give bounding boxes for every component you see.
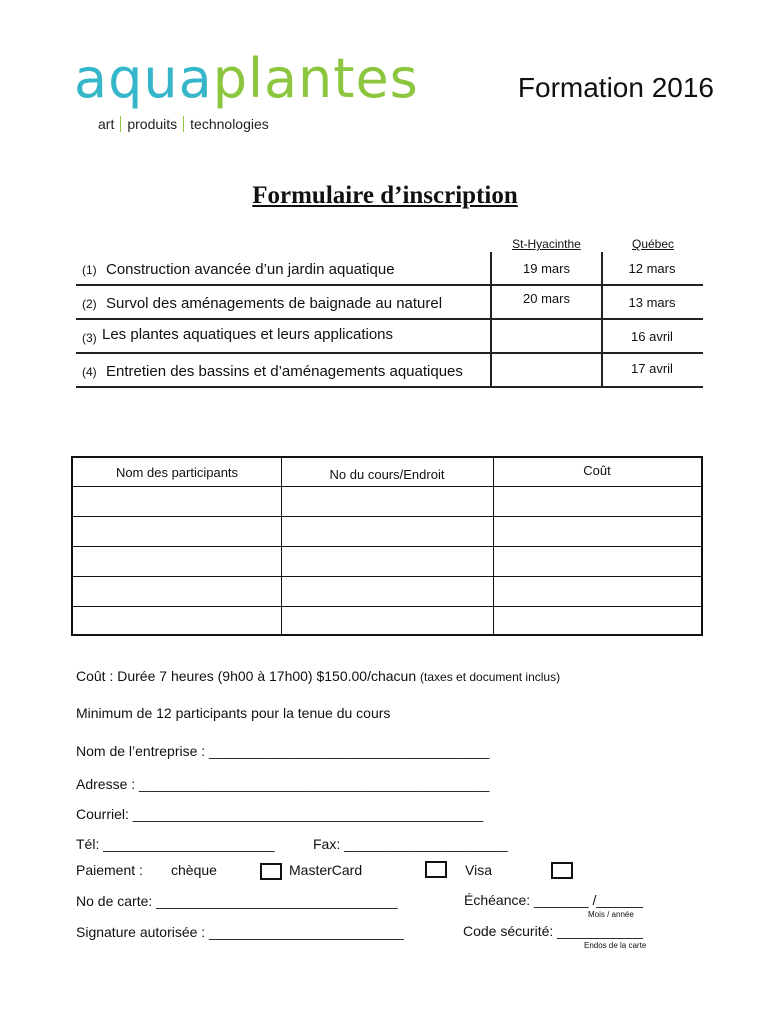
course-number: (1) xyxy=(82,263,97,277)
course-row-1 xyxy=(76,252,703,286)
cost-main: Coût : Durée 7 heures (9h00 à 17h00) $150.00/chacun xyxy=(76,668,417,684)
signature-field[interactable]: Signature autorisée : _________________________ xyxy=(76,924,404,940)
logo-tagline xyxy=(98,116,275,132)
course-number: (2) xyxy=(82,297,97,311)
cost-header: Coût xyxy=(583,463,611,478)
course-name: Survol des aménagements de baignade au naturel xyxy=(106,295,443,312)
visa-label: Visa xyxy=(465,862,492,878)
participants-name-header: Nom des participants xyxy=(115,465,239,480)
payment-label: Paiement : xyxy=(76,862,143,878)
st-hyacinthe-date-cell xyxy=(490,320,603,352)
quebec-date-cell xyxy=(601,252,703,284)
phone-field[interactable]: Tél: ______________________ xyxy=(76,836,275,852)
quebec-date-cell xyxy=(601,354,703,386)
formation-year: Formation 2016 xyxy=(517,72,714,103)
expiry-field[interactable]: Échéance: _______ /______ xyxy=(464,892,644,908)
tagline-technologies: technologies xyxy=(183,116,275,132)
cost-note: (taxes et document inclus) xyxy=(420,670,561,684)
course-name: Les plantes aquatiques et leurs applications xyxy=(102,326,394,343)
participants-table xyxy=(71,456,703,636)
visa-checkbox[interactable] xyxy=(551,862,573,879)
address-field[interactable]: Adresse : _____________________________________________ xyxy=(76,776,490,792)
fax-field[interactable]: Fax: _____________________ xyxy=(313,836,508,852)
page-title: Formulaire d’inscription xyxy=(252,182,518,209)
st-hyacinthe-date-cell xyxy=(490,354,603,386)
quebec-date-cell xyxy=(601,286,703,318)
company-field[interactable]: Nom de l’entreprise : ____________________________________ xyxy=(76,743,490,759)
table-row-divider xyxy=(73,486,701,487)
quebec-date: 12 mars xyxy=(628,261,676,276)
column-header-st-hyacinthe: St-Hyacinthe xyxy=(512,237,581,251)
st-hyacinthe-date-cell xyxy=(490,286,603,318)
logo-plantes: plantes xyxy=(212,47,419,110)
table-row-divider xyxy=(73,516,701,517)
course-location-header: No du cours/Endroit xyxy=(329,467,445,482)
st-hyacinthe-date-cell xyxy=(490,252,603,284)
st-hyacinthe-date: 20 mars xyxy=(523,291,570,306)
course-row-2 xyxy=(76,286,703,320)
table-row-divider xyxy=(73,606,701,607)
logo-aqua: aqua xyxy=(74,47,213,110)
course-name: Entretien des bassins et d’aménagements aquatiques xyxy=(106,363,463,380)
cost-line xyxy=(76,668,560,684)
course-row-3 xyxy=(76,320,703,354)
security-code-field[interactable]: Code sécurité: ___________ xyxy=(463,923,643,939)
course-number: (3) xyxy=(82,331,97,345)
quebec-date: 16 avril xyxy=(631,329,673,344)
quebec-date-cell xyxy=(601,320,703,352)
table-row-divider xyxy=(73,546,701,547)
minimum-participants: Minimum de 12 participants pour la tenue du cours xyxy=(76,705,391,721)
course-number: (4) xyxy=(82,365,97,379)
mastercard-checkbox[interactable] xyxy=(425,861,447,878)
email-field[interactable]: Courriel: _____________________________________________ xyxy=(76,806,484,822)
quebec-date: 17 avril xyxy=(631,361,673,376)
logo xyxy=(74,47,419,110)
tagline-art: art xyxy=(98,116,115,132)
table-row-divider xyxy=(73,576,701,577)
cheque-label: chèque xyxy=(171,862,217,878)
column-header-quebec: Québec xyxy=(631,237,675,251)
expiry-hint: Mois / année xyxy=(588,910,634,919)
tagline-produits: produits xyxy=(120,116,183,132)
card-number-field[interactable]: No de carte: _______________________________ xyxy=(76,893,398,909)
course-row-4 xyxy=(76,354,703,388)
security-code-hint: Endos de la carte xyxy=(584,941,647,950)
mastercard-label: MasterCard xyxy=(289,862,363,878)
st-hyacinthe-date: 19 mars xyxy=(523,261,570,276)
course-name: Construction avancée d’un jardin aquatique xyxy=(106,261,395,278)
cheque-checkbox[interactable] xyxy=(260,863,282,880)
quebec-date: 13 mars xyxy=(628,295,676,310)
